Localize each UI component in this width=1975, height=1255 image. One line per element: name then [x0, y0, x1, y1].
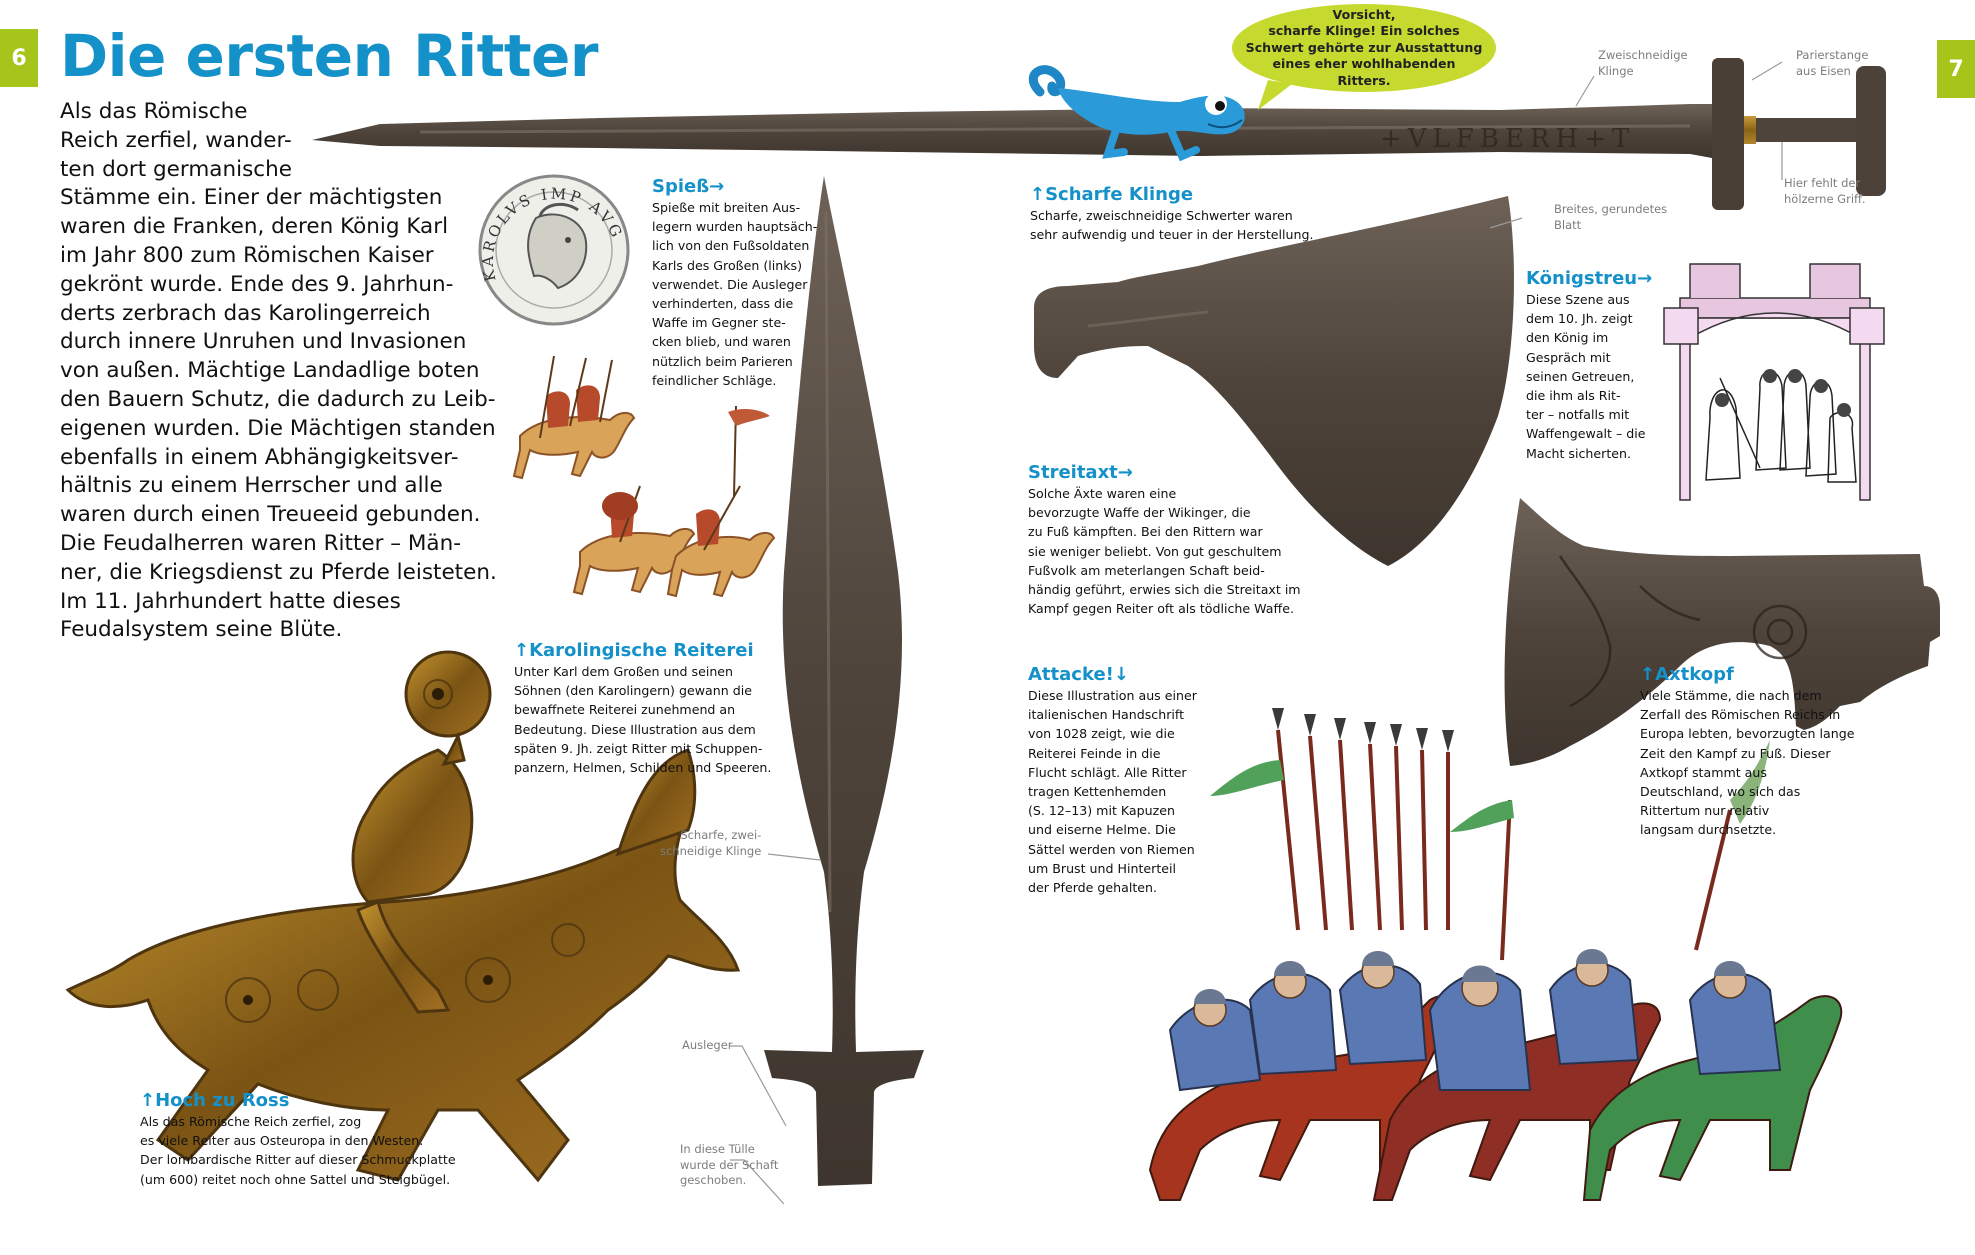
text-line: legern wurden hauptsäch-	[652, 219, 818, 235]
label-parierstange	[1796, 48, 1868, 79]
text-line: Unter Karl dem Großen und seinen	[514, 664, 734, 679]
text-line: tragen Kettenhemden	[1028, 784, 1167, 800]
text-line: händig geführt, erwies sich die Streitaxt im	[1028, 582, 1301, 598]
text-line: sie weniger beliebt. Von gut geschultem	[1028, 543, 1282, 559]
text-line: hölzerne Griff.	[1784, 191, 1866, 206]
intro-line: ner, die Kriegsdienst zu Pferde leisteten.	[60, 559, 497, 585]
page-number-left: 6	[0, 29, 38, 87]
text-line: Blatt	[1554, 217, 1582, 232]
text-line: Parierstange	[1796, 48, 1869, 62]
text-line: Zeit den Kampf zu Fuß. Dieser	[1640, 745, 1831, 761]
intro-line: Im 11. Jahrhundert hatte dieses	[60, 588, 401, 614]
intro-line: im Jahr 800 zum Römischen Kaiser	[60, 242, 434, 268]
label-blatt	[1554, 202, 1667, 233]
text-line: (S. 12–13) mit Kapuzen	[1028, 803, 1175, 819]
bubble-line: Ritters.	[1337, 72, 1391, 88]
page-number-right: 7	[1937, 40, 1975, 98]
text-line: Bedeutung. Diese Illustration aus dem	[514, 721, 756, 737]
text-line: ter – notfalls mit	[1526, 407, 1630, 423]
intro-line: gekrönt wurde. Ende des 9. Jahrhun-	[60, 271, 454, 297]
text-line: um Brust und Hinterteil	[1028, 860, 1177, 876]
text-line: geschoben.	[680, 1173, 747, 1187]
intro-line: Feudalsystem seine Blüte.	[60, 617, 343, 643]
text-line: Rittertum nur relativ	[1640, 803, 1770, 819]
bubble-line: Vorsicht,	[1332, 6, 1396, 22]
intro-line: den Bauern Schutz, die dadurch zu Leib-	[60, 386, 496, 412]
text-line: der Pferde gehalten.	[1028, 880, 1158, 896]
text-line: Zweischneidige	[1598, 48, 1688, 62]
text-line: Europa lebten, bevorzugten lange	[1640, 726, 1855, 742]
text-line: Deutschland, wo sich das	[1640, 784, 1801, 800]
label-zweischneidige-klinge	[1598, 48, 1688, 79]
text-line: wurde der Schaft	[680, 1157, 779, 1172]
text-line: nützlich beim Parieren	[652, 353, 793, 369]
text-line: bevorzugte Waffe der Wikinger, die	[1028, 505, 1251, 521]
caption-karolingische-heading: ↑Karolingische Reiterei	[514, 640, 754, 661]
text-line: Diese Illustration aus einer	[1028, 688, 1197, 703]
text-line: Ausleger	[682, 1038, 733, 1052]
text-line: Macht sicherten.	[1526, 445, 1631, 461]
text-line: schneidige Klinge	[660, 843, 762, 858]
caption-streitaxt-heading: Streitaxt→	[1028, 462, 1133, 483]
text-line: Waffe im Gegner ste-	[652, 315, 786, 331]
intro-line: Stämme ein. Einer der mächtigsten	[60, 185, 443, 211]
text-line: Sättel werden von Riemen	[1028, 841, 1195, 857]
text-line: die ihm als Rit-	[1526, 388, 1621, 404]
page-title: Die ersten Ritter	[60, 22, 598, 90]
svg-text:KAROLVS IMP AVG: KAROLVS IMP AVG	[478, 184, 627, 284]
intro-line: hältnis zu einem Herrscher und alle	[60, 473, 443, 499]
intro-line: waren die Franken, deren König Karl	[60, 214, 449, 240]
text-line: dem 10. Jh. zeigt	[1526, 311, 1633, 327]
caption-axtkopf-heading: ↑Axtkopf	[1640, 664, 1734, 685]
text-line: Breites, gerundetes	[1554, 202, 1668, 216]
text-line: In diese Tülle	[680, 1142, 755, 1156]
text-line: es viele Reiter aus Osteuropa in den Westen.	[140, 1133, 424, 1149]
intro-line: eigenen wurden. Die Mächtigen standen	[60, 415, 496, 441]
text-line: seinen Getreuen,	[1526, 368, 1635, 384]
sword-inscription: +VLFBERH+T	[1380, 124, 1636, 154]
text-line: lich von den Fußsoldaten	[652, 238, 810, 254]
text-line: Waffengewalt – die	[1526, 426, 1646, 442]
intro-line: ten dort germanische	[60, 156, 292, 182]
intro-line: derts zerbrach das Karolingerreich	[60, 300, 431, 326]
text-line: Kampf gegen Reiter oft als tödliche Waffe.	[1028, 601, 1294, 617]
caption-koenigstreu-heading: Königstreu→	[1526, 268, 1653, 289]
caption-scharfe-klinge-heading: ↑Scharfe Klinge	[1030, 184, 1194, 205]
text-line: Diese Szene aus	[1526, 292, 1630, 307]
text-line: Scharfe, zweischneidige Schwerter waren	[1030, 208, 1293, 223]
caption-attacke-heading: Attacke!↓	[1028, 664, 1129, 685]
text-line: Als das Römische Reich zerfiel, zog	[140, 1114, 362, 1129]
intro-line: durch innere Unruhen und Invasionen	[60, 329, 467, 355]
text-line: panzern, Helmen, Schilden und Speeren.	[514, 760, 772, 776]
label-griff	[1784, 176, 1866, 207]
text-line: italienischen Handschrift	[1028, 707, 1185, 723]
text-line: Zerfall des Römischen Reichs in	[1640, 707, 1841, 723]
intro-line: Die Feudalherren waren Ritter – Män-	[60, 530, 461, 556]
text-line: Spieße mit breiten Aus-	[652, 200, 801, 215]
text-line: Scharfe, zwei-	[680, 828, 762, 842]
text-line: Flucht schlägt. Alle Ritter	[1028, 764, 1187, 780]
text-line: den König im	[1526, 330, 1609, 346]
caption-hoch-zu-ross-heading: ↑Hoch zu Ross	[140, 1090, 290, 1111]
intro-line: von außen. Mächtige Landadlige boten	[60, 358, 480, 384]
label-tuelle	[680, 1142, 778, 1189]
text-line: cken blieb, und waren	[652, 334, 791, 350]
text-line: Fußvolk am meterlangen Schaft beid-	[1028, 562, 1265, 578]
caption-spiess-heading: Spieß→	[652, 176, 725, 197]
text-line: Viele Stämme, die nach dem	[1640, 688, 1822, 703]
text-line: Der lombardische Ritter auf dieser Schmuckplatte	[140, 1152, 456, 1168]
text-line: sehr aufwendig und teuer in der Herstellung.	[1030, 227, 1314, 243]
text-line: von 1028 zeigt, wie die	[1028, 726, 1175, 742]
text-line: Klinge	[1598, 63, 1634, 78]
text-line: Reiterei Feinde in die	[1028, 745, 1161, 761]
text-line: Gespräch mit	[1526, 349, 1611, 365]
label-ausleger	[682, 1038, 733, 1054]
text-line: Axtkopf stammt aus	[1640, 764, 1767, 780]
text-line: Karls des Großen (links)	[652, 257, 802, 273]
bubble-line: scharfe Klinge! Ein solches	[1268, 23, 1460, 39]
text-line: Hier fehlt der	[1784, 176, 1861, 190]
label-spear-klinge	[660, 828, 761, 859]
text-line: späten 9. Jh. zeigt Ritter mit Schuppen-	[514, 740, 763, 756]
bubble-line: eines eher wohlhabenden	[1272, 56, 1456, 72]
text-line: aus Eisen	[1796, 63, 1851, 78]
intro-line: Reich zerfiel, wander-	[60, 127, 292, 153]
intro-line: ebenfalls in einem Abhängigkeitsver-	[60, 444, 459, 470]
bubble-line: Schwert gehörte zur Ausstattung	[1245, 39, 1483, 55]
text-line: langsam durchsetzte.	[1640, 822, 1777, 838]
text-line: verwendet. Die Ausleger	[652, 276, 808, 292]
text-line: Söhnen (den Karolingern) gewann die	[514, 683, 752, 699]
text-line: (um 600) reitet noch ohne Sattel und Steigbügel.	[140, 1171, 451, 1187]
text-line: feindlicher Schläge.	[652, 372, 777, 388]
intro-line: waren durch einen Treueeid gebunden.	[60, 502, 481, 528]
text-line: verhinderten, dass die	[652, 296, 794, 312]
text-line: Solche Äxte waren eine	[1028, 486, 1177, 501]
text-line: und eiserne Helme. Die	[1028, 822, 1176, 838]
text-line: zu Fuß kämpften. Bei den Rittern war	[1028, 524, 1263, 540]
text-line: bewaffnete Reiterei zunehmend an	[514, 702, 736, 718]
intro-line: Als das Römische	[60, 99, 248, 124]
